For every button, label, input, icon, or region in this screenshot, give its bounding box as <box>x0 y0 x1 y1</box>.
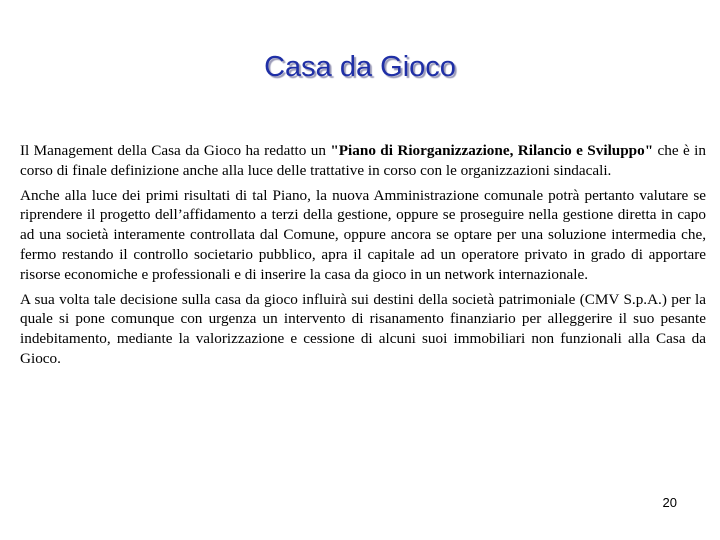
paragraph-3: A sua volta tale decisione sulla casa da gioco influirà sui destini della società patrimoniale (CMV S.p.A.) per la quale si pone comunque con urgenza un intervento di risanamento finanziario per alleggerire il suo pesante indebitamento, mediante la valorizzazione e cessione di alcuni suoi immobiliari non funzionali alla Casa da Gioco. <box>20 290 706 367</box>
slide-title: Casa da Gioco <box>264 51 456 83</box>
page-number: 20 <box>662 495 677 510</box>
plan-name: "Piano di Riorganizzazione, Rilancio e Sviluppo" <box>330 142 654 159</box>
slide-body <box>20 141 706 374</box>
paragraph-2: Anche alla luce dei primi risultati di tal Piano, la nuova Amministrazione comunale potrà pertanto valutare se riprendere il progetto dell’affidamento a terzi della gestione, oppure se proseguire nella gestione diretta in capo ad una società interamente controllata dal Comune, oppure ancora se optare per una soluzione intermedia che, fermo restando il controllo societario pubblico, apra il capitale ad un operatore privato in grado di apportare risorse economiche e professionali e di inserire la casa da gioco in un network internazionale. <box>20 186 706 283</box>
paragraph-1-intro: Il Management della Casa da Gioco ha redatto un <box>20 142 331 159</box>
paragraph-1 <box>20 141 706 181</box>
paragraph-1-rest: che è in corso di finale definizione anche alla luce delle trattative in corso con le organizzazioni sindacali. <box>20 142 706 179</box>
